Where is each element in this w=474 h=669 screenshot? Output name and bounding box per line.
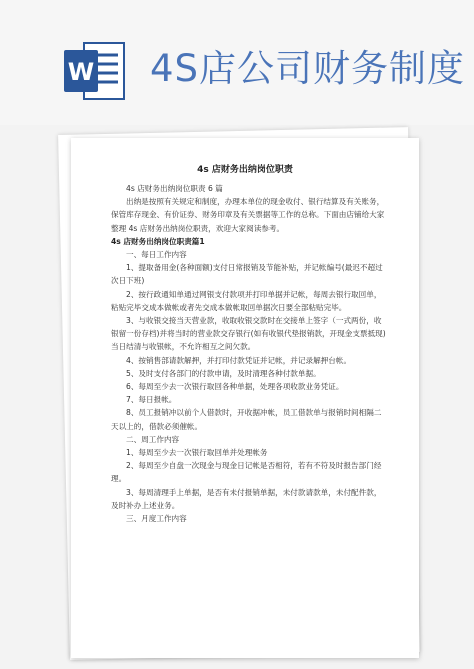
document-paragraph: 2、每周至少自盘一次现金与现金日记帐是否相符，若有不符及时报告部门经理。 (111, 461, 382, 484)
document-paragraph: 二、周工作内容 (126, 434, 180, 444)
word-document-icon (64, 41, 126, 101)
document-paragraph: 2、按行政通知单通过网银支付款项并打印单据并记帐，每周去银行取回单，粘贴完毕交成本做帐或者先交成本做帐取回单据次日要全部粘贴完毕。 (111, 289, 382, 312)
document-paragraph: 1、提取备用金(各种面额)支付日常报销及节能补贴，并记帐编号(最迟不超过次日下班) (111, 263, 383, 286)
document-paragraph: 7、每日报帐。 (126, 395, 177, 405)
document-paragraph: 三、月度工作内容 (126, 514, 187, 524)
document-paragraph: 8、员工报销冲以前个人借款时，开收据冲帐，员工借款单与报销时间相隔二天以上的，借款必须催帐。 (111, 408, 382, 431)
header-banner (0, 0, 474, 125)
document-paragraph: 3、每周清理手上单据，是否有未付报销单据，未付款请款单，未付配件款，及时补办上述业务。 (111, 487, 382, 510)
banner-title: 4S店公司财务制度 (150, 47, 466, 90)
svg-text:W: W (67, 58, 95, 86)
document-paragraph: 4s 店财务出纳岗位职责 6 篇 (126, 184, 223, 193)
document-body (111, 182, 387, 525)
document-section-heading: 4s 店财务出纳岗位职责篇1 (111, 236, 205, 246)
document-paragraph: 出纳是按照有关规定和制度，办理本单位的现金收付、银行结算及有关账务，保管库存现金、有价证券、财务印章及有关票据等工作的总称。下面由店铺给大家整理 4s 店财务出纳岗位职责，欢迎大家阅读参考。 (111, 197, 385, 233)
document-paragraph: 一、每日工作内容 (126, 250, 187, 260)
document-paragraph: 5、及时支付各部门的付款申请，及时清理各种付款单据。 (126, 368, 321, 378)
document-title: 4s 店财务出纳岗位职责 (197, 165, 293, 175)
document-paragraph: 3、与收银交接当天营业款，收取收银交款时在交接单上签字（一式两份，收银留一份存档)并将当时的营业款交存银行(如有收银代垫报销款，开现金支票抵现)当日结清与收银帐，不允许相互之间欠款。 (111, 316, 386, 352)
document-paragraph: 4、按销售部请款解押，并打印付款凭证并记帐，并记录解押台帐。 (126, 355, 352, 365)
document-paragraph: 1、每周至少去一次银行取回单并处理帐务 (126, 448, 268, 458)
document-paragraph: 6、每周至少去一次银行取回各种单据，处理各项收款业务凭证。 (126, 382, 344, 392)
document-page (71, 138, 419, 658)
